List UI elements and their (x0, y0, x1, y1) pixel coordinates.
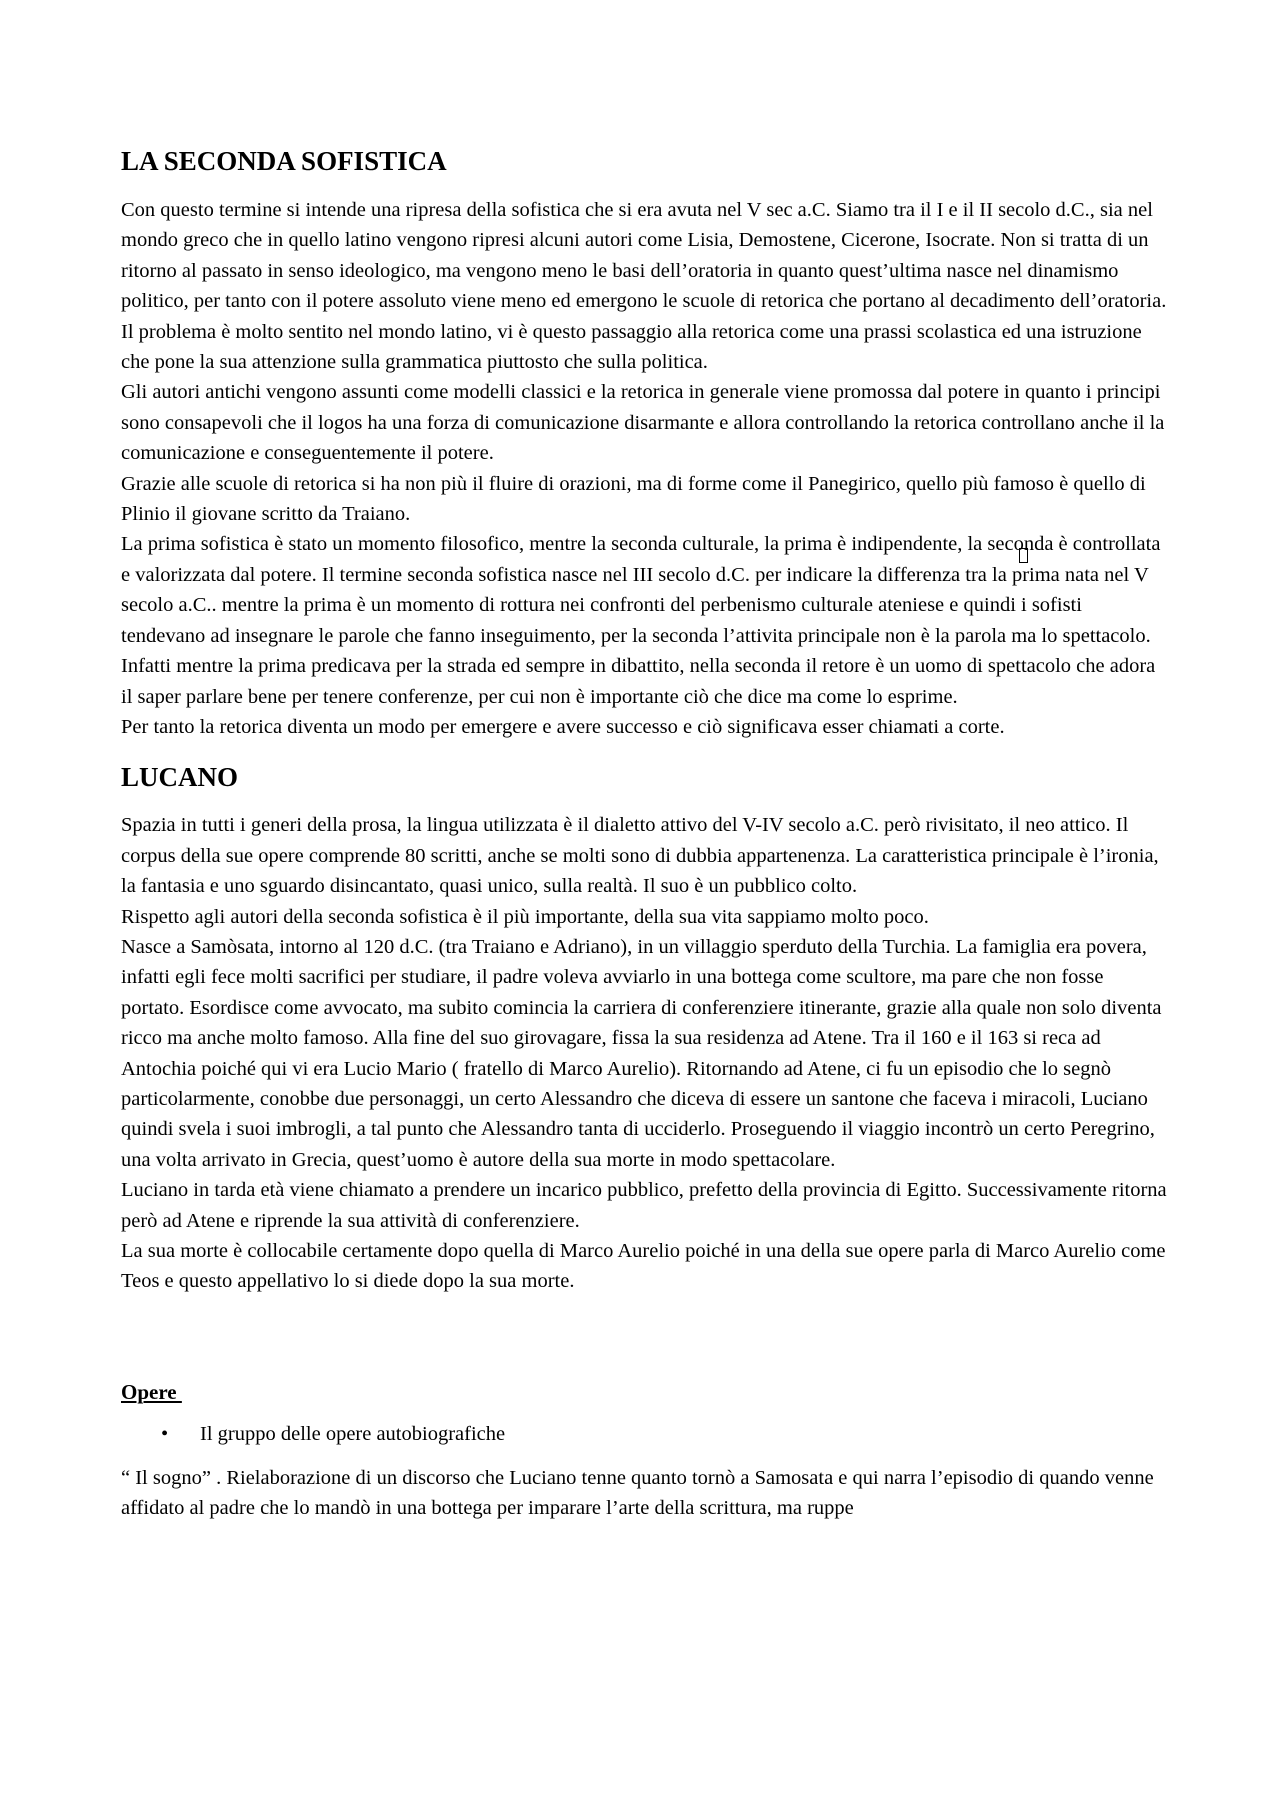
paragraph: “ Il sogno” . Rielaborazione di un discorso che Luciano tenne quanto tornò a Samosata e qui narra l’episodio di quando venne affidato al padre che lo mandò in una bottega per imparare l’arte della scrittura, ma ruppe (121, 1466, 1154, 1520)
section-lucano (121, 764, 1171, 1297)
section-title: LA SECONDA SOFISTICA (121, 146, 447, 176)
paragraph: Con questo termine si intende una ripresa della sofistica che si era avuta nel V sec a.C. Siamo tra il I e il II secolo d.C., sia nel mondo greco che in quello latino vengono ripresi alcuni autori come Lisia, Demostene, Cicerone, Isocrate. Non si tratta di un ritorno al passato in senso ideologico, ma vengono meno le basi dell’oratoria in quanto quest’ultima nasce nel dinamismo politico, per tanto con il potere assoluto viene meno ed emergono le scuole di retorica che portano al decadimento dell’oratoria. (121, 199, 1167, 313)
paragraph: Nasce a Samòsata, intorno al 120 d.C. (tra Traiano e Adriano), in un villaggio sperduto della Turchia. La famiglia era povera, infatti egli fece molti sacrifici per studiare, il padre voleva avviarlo in una bottega come scultore, ma pare che non fosse portato. Esordisce come avvocato, ma subito comincia la carriera di conferenziere itinerante, grazie alla quale non solo diventa ricco ma anche molto famoso. Alla fine del suo girovagare, fissa la sua residenza ad Atene. Tra il 160 e il 163 si reca ad Antochia poiché qui vi era Lucio Mario ( fratello di Marco Aurelio). Ritornando ad Atene, ci fu un episodio che lo segnò particolarmente, conobbe due personaggi, un certo Alessandro che diceva di essere un santone che faceva i miracoli, Luciano quindi svela i suoi imbrogli, a tal punto che Alessandro tanta di ucciderlo. Proseguendo il viaggio incontrò un certo Peregrino, una volta arrivato in Grecia, quest’uomo è autore della sua morte in modo spettacolare. (121, 935, 1162, 1171)
paragraph: Per tanto la retorica diventa un modo per emergere e avere successo e ciò significava esser chiamati a corte. (121, 715, 1005, 738)
opere-heading: Opere (121, 1379, 182, 1404)
paragraph: Gli autori antichi vengono assunti come modelli classici e la retorica in generale viene promossa dal potere in quanto i principi sono consapevoli che il logos ha una forza di comunicazione disarmante e allora controllando la retorica controllano anche il la comunicazione e conseguentemente il potere. (121, 381, 1165, 465)
paragraph: Il problema è molto sentito nel mondo latino, vi è questo passaggio alla retorica come una prassi scolastica ed una istruzione che pone la sua attenzione sulla grammatica piuttosto che sulla politica. (121, 320, 1142, 374)
missing-glyph-icon (1019, 548, 1028, 563)
paragraph: La prima sofistica è stato un momento filosofico, mentre la seconda culturale, la prima è indipendente, la seconda è controllata e valorizzata dal potere. Il termine seconda sofistica nasce nel III secolo d.C. per indicare la differenza tra la prima nata nel V secolo a.C.. mentre la prima è un momento di rottura nei confronti del perbenismo culturale ateniese e quindi i sofisti tendevano ad insegnare le parole che fanno inseguimento, per la seconda l’attivita principale non è la parola ma lo spettacolo. Infatti mentre la prima predicava per la strada ed sempre in dibattito, nella seconda il retore è un uomo di spettacolo che adora il saper parlare bene per tenere conferenze, per cui non è importante ciò che dice ma come lo esprime. (121, 533, 1161, 708)
opere-list (121, 1419, 1171, 1449)
paragraph: Grazie alle scuole di retorica si ha non più il fluire di orazioni, ma di forme come il Panegirico, quello più famoso è quello di Plinio il giovane scritto da Traiano. (121, 472, 1146, 526)
paragraph: La sua morte è collocabile certamente dopo quella di Marco Aurelio poiché in una della sue opere parla di Marco Aurelio come Teos e questo appellativo lo si diede dopo la sua morte. (121, 1240, 1166, 1293)
paragraph: Spazia in tutti i generi della prosa, la lingua utilizzata è il dialetto attivo del V-IV secolo a.C. però rivisitato, il neo attico. Il corpus della sue opere comprende 80 scritti, anche se molti sono di dubbia appartenenza. La caratteristica principale è l’ironia, la fantasia e uno sguardo disincantato, quasi unico, sulla realtà. Il suo è un pubblico colto. (121, 814, 1159, 898)
paragraph: Luciano in tarda età viene chiamato a prendere un incarico pubblico, prefetto della provincia di Egitto. Successivamente ritorna però ad Atene e riprende la sua attività di conferenziere. (121, 1179, 1167, 1232)
document-page (121, 148, 1171, 1544)
list-item (121, 1419, 1171, 1449)
section-title: LUCANO (121, 762, 239, 793)
paragraph: Rispetto agli autori della seconda sofistica è il più importante, della sua vita sappiamo molto poco. (121, 905, 929, 928)
section-seconda-sofistica (121, 148, 1171, 742)
bullet-icon: • (161, 1422, 169, 1445)
list-item-text: Il gruppo delle opere autobiografiche (200, 1422, 506, 1445)
